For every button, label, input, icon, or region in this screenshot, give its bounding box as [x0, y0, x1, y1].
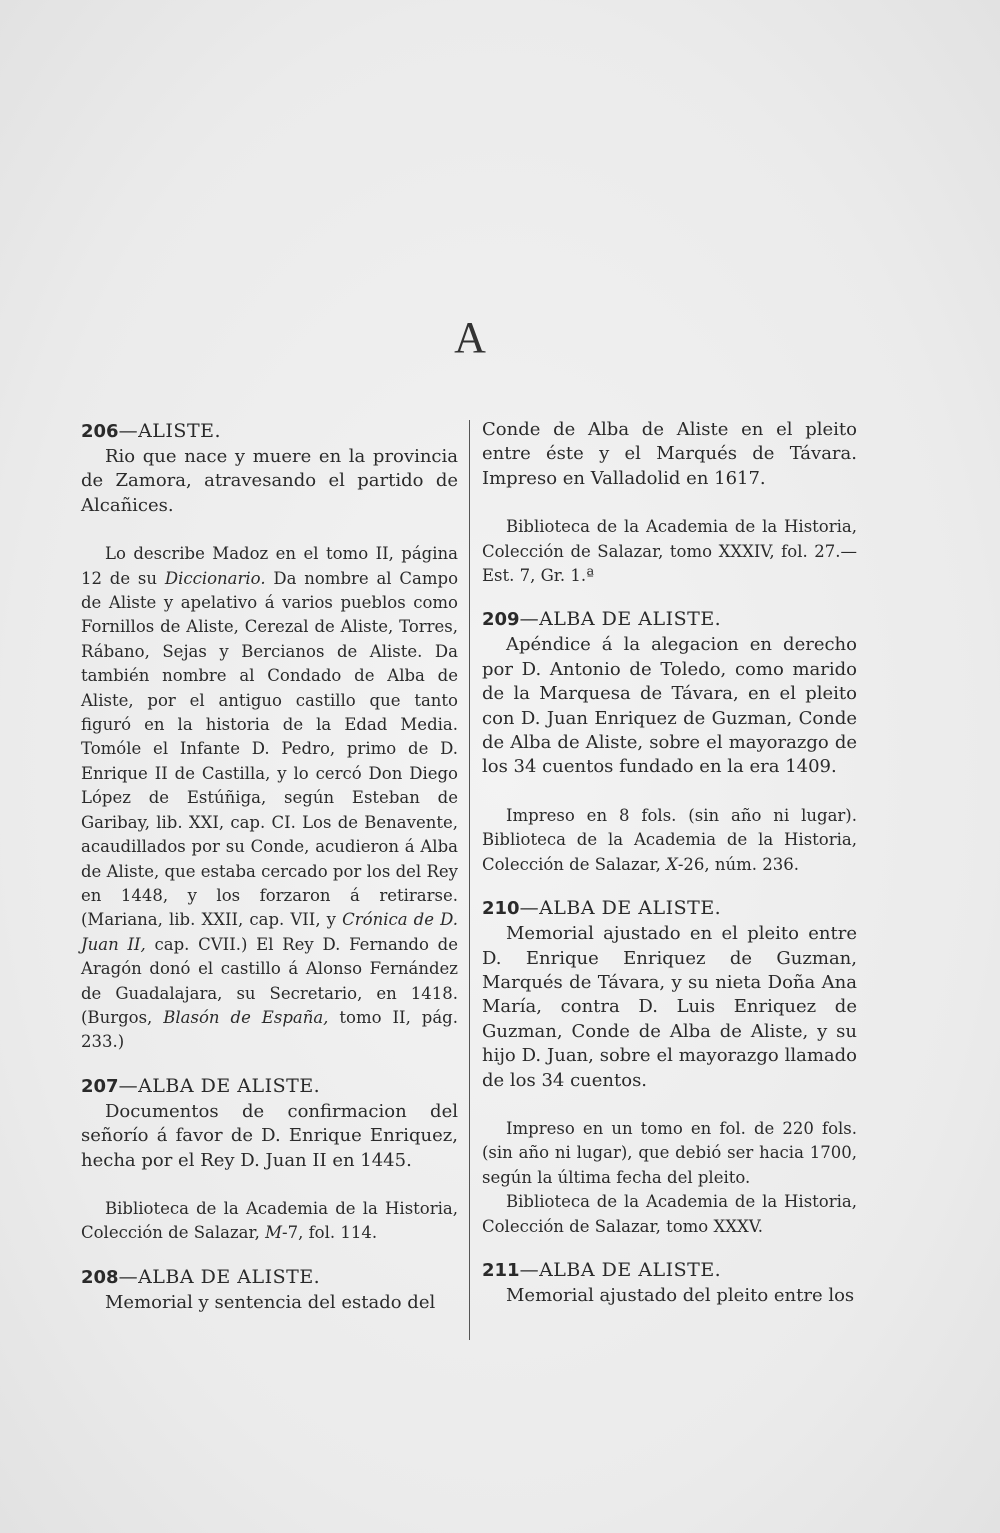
entry-heading — [482, 1257, 857, 1284]
entry-description: Documentos de confirmacion del señorío á favor de D. Enrique Enriquez, hecha por el Rey D. Juan II en 1445. — [81, 1100, 458, 1171]
entry-title: —ALBA DE ALISTE. — [519, 608, 722, 631]
entry-heading — [81, 1264, 458, 1291]
entry-heading — [81, 1073, 458, 1100]
entry-note: Impreso en 8 fols. (sin año ni lugar). Biblioteca de la Academia de la Historia, Colección de Salazar, X-26, núm. 236. — [482, 805, 857, 874]
entry-title: —ALBA DE ALISTE. — [519, 897, 722, 920]
entry-title: —ALBA DE ALISTE. — [118, 1074, 321, 1097]
entry-description: Memorial ajustado en el pleito entre D. Enrique Enriquez de Guzman, Marqués de Távara, y su nieta Doña Ana María, contra D. Luis Enriquez de Guzman, Conde de Alba de Aliste, y su hijo D. Juan, sobre el mayorazgo llamado de los 34 cuentos. — [482, 923, 857, 1091]
section-letter: A — [454, 313, 486, 362]
entry-211 — [482, 1257, 857, 1308]
entry-title: —ALISTE. — [118, 420, 222, 442]
entry-heading — [482, 606, 857, 633]
entry-208-continued — [482, 418, 857, 588]
entry-number: 208 — [81, 1266, 119, 1288]
entry-210 — [482, 895, 857, 1239]
entry-note: Biblioteca de la Academia de la Historia, Colección de Salazar, tomo XXXV. — [482, 1192, 857, 1236]
column-divider — [469, 420, 470, 1340]
entry-note: Lo describe Madoz en el tomo II, página 12 de su Diccionario. Da nombre al Campo de Aliste y apelativo á varios pueblos como Fornillos de Aliste, Cerezal de Aliste, Torres, Rábano, Sejas y Bercianos de Aliste. Da también nombre al Condado de Alba de Aliste, por el antiguo castillo que tanto figuró en la historia de la Edad Media. Tomóle el Infante D. Pedro, primo de D. Enrique II de Castilla, y lo cercó Don Diego López de Estúñiga, según Esteban de Garibay, lib. XXI, cap. CI. Los de Benavente, acaudillados por su Conde, acudieron á Alba de Aliste, que estaba cercado por los del Rey en 1448, y los forzaron á retirarse. (Mariana, lib. XXII, cap. VII, y Crónica de D. Juan II, cap. CVII.) El Rey D. Fernando de Aragón donó el castillo á Alonso Fernández de Guadalajara, su Secretario, en 1418. (Burgos, Blasón de España, tomo II, pág. 233.) — [81, 544, 459, 1052]
entry-description: Conde de Alba de Aliste en el pleito entre éste y el Marqués de Távara. Impreso en Valladolid en 1617. — [482, 419, 857, 489]
entry-note: Biblioteca de la Academia de la Historia, Colección de Salazar, M-7, fol. 114. — [81, 1198, 458, 1243]
entry-note: Impreso en un tomo en fol. de 220 fols. (sin año ni lugar), que debió ser hacia 1700, según la última fecha del pleito. — [482, 1118, 857, 1187]
entry-207 — [81, 1073, 458, 1246]
entry-note: Biblioteca de la Academia de la Historia, Colección de Salazar, tomo XXXIV, fol. 27.—Est. 7, Gr. 1.ª — [482, 517, 857, 586]
entry-number: 211 — [482, 1259, 520, 1281]
entry-heading — [81, 418, 458, 445]
entry-title: —ALBA DE ALISTE. — [118, 1265, 321, 1288]
entry-number: 207 — [81, 1075, 119, 1097]
entry-description: Rio que nace y muere en la provincia de Zamora, atravesando el partido de Alcañices. — [81, 446, 458, 516]
entry-description: Memorial ajustado del pleito entre los — [506, 1284, 855, 1306]
left-column — [81, 418, 458, 1315]
entry-number: 206 — [81, 421, 119, 442]
right-column — [482, 418, 857, 1308]
entry-number: 209 — [482, 609, 520, 631]
entry-number: 210 — [482, 898, 520, 920]
entry-title: —ALBA DE ALISTE. — [519, 1258, 722, 1281]
entry-heading — [482, 895, 857, 922]
entry-description: Memorial y sentencia del estado del — [105, 1291, 436, 1313]
entry-description: Apéndice á la alegacion en derecho por D. Antonio de Toledo, como marido de la Marquesa de Távara, en el pleito con D. Juan Enriquez de Guzman, Conde de Alba de Aliste, sobre el mayorazgo de los 34 cuentos fundado en la era 1409. — [482, 634, 857, 778]
entry-208 — [81, 1264, 458, 1315]
entry-209 — [482, 606, 857, 877]
entry-206 — [81, 418, 458, 1055]
